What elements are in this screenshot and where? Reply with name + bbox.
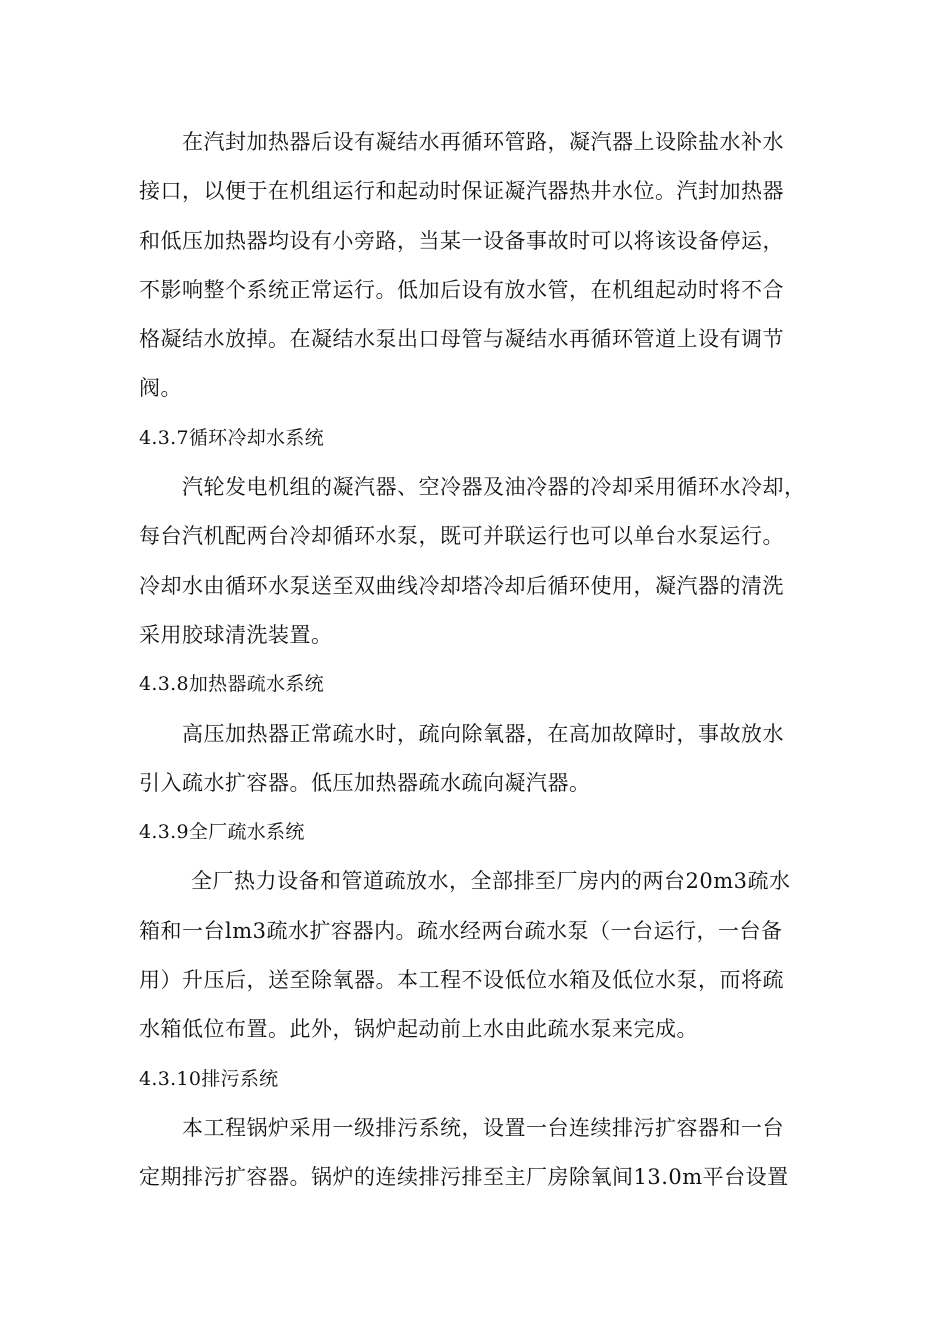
text-line: 汽轮发电机组的凝汽器、空冷器及油冷器的冷却采用循环水冷却， [182, 475, 806, 500]
text-line: 和低压加热器均设有小旁路，当某一设备事故时可以将该设备停运， [139, 228, 784, 253]
text-line: 接口，以便于在机组运行和起动时保证凝汽器热井水位。汽封加热器 [139, 179, 784, 204]
paragraph-cooling-water [139, 463, 819, 660]
section-heading-4-3-8: 4.3.8加热器疏水系统 [139, 673, 324, 696]
section-heading-4-3-9: 4.3.9全厂疏水系统 [139, 821, 305, 844]
text-line: 定期排污扩容器。锅炉的连续排污排至主厂房除氧间13.0m平台设置 [139, 1165, 789, 1190]
document-body [139, 118, 819, 1203]
text-line: 冷却水由循环水泵送至双曲线冷却塔冷却后循环使用，凝汽器的清洗 [139, 573, 784, 598]
text-line: 箱和一台lm3疏水扩容器内。疏水经两台疏水泵（一台运行，一台备 [139, 918, 783, 943]
text-line: 高压加热器正常疏水时，疏向除氧器，在高加故障时，事故放水 [182, 721, 784, 746]
text-line: 格凝结水放掉。在凝结水泵出口母管与凝结水再循环管道上设有调节 [139, 327, 784, 352]
text-line: 在汽封加热器后设有凝结水再循环管路，凝汽器上设除盐水补水 [182, 130, 784, 154]
section-heading-4-3-10: 4.3.10排污系统 [139, 1067, 279, 1090]
paragraph-plant-drain [139, 857, 819, 1054]
text-line: 全厂热力设备和管道疏放水，全部排至厂房内的两台20m3疏水 [191, 869, 791, 894]
text-line: 用）升压后，送至除氧器。本工程不设低位水箱及低位水泵，而将疏 [139, 968, 784, 993]
text-line: 采用胶球清洗装置。 [139, 622, 333, 647]
paragraph-condensate-recirculation [139, 118, 819, 414]
paragraph-blowdown [139, 1104, 819, 1203]
section-heading-4-3-7: 4.3.7循环冷却水系统 [139, 426, 324, 449]
text-line: 本工程锅炉采用一级排污系统，设置一台连续排污扩容器和一台 [182, 1115, 784, 1140]
paragraph-heater-drain [139, 710, 819, 809]
text-line: 每台汽机配两台冷却循环水泵，既可并联运行也可以单台水泵运行。 [139, 524, 784, 549]
text-line: 阀。 [139, 376, 182, 401]
text-line: 水箱低位布置。此外，锅炉起动前上水由此疏水泵来完成。 [139, 1017, 698, 1042]
text-line: 不影响整个系统正常运行。低加后设有放水管，在机组起动时将不合 [139, 277, 784, 302]
text-line: 引入疏水扩容器。低压加热器疏水疏向凝汽器。 [139, 770, 591, 795]
